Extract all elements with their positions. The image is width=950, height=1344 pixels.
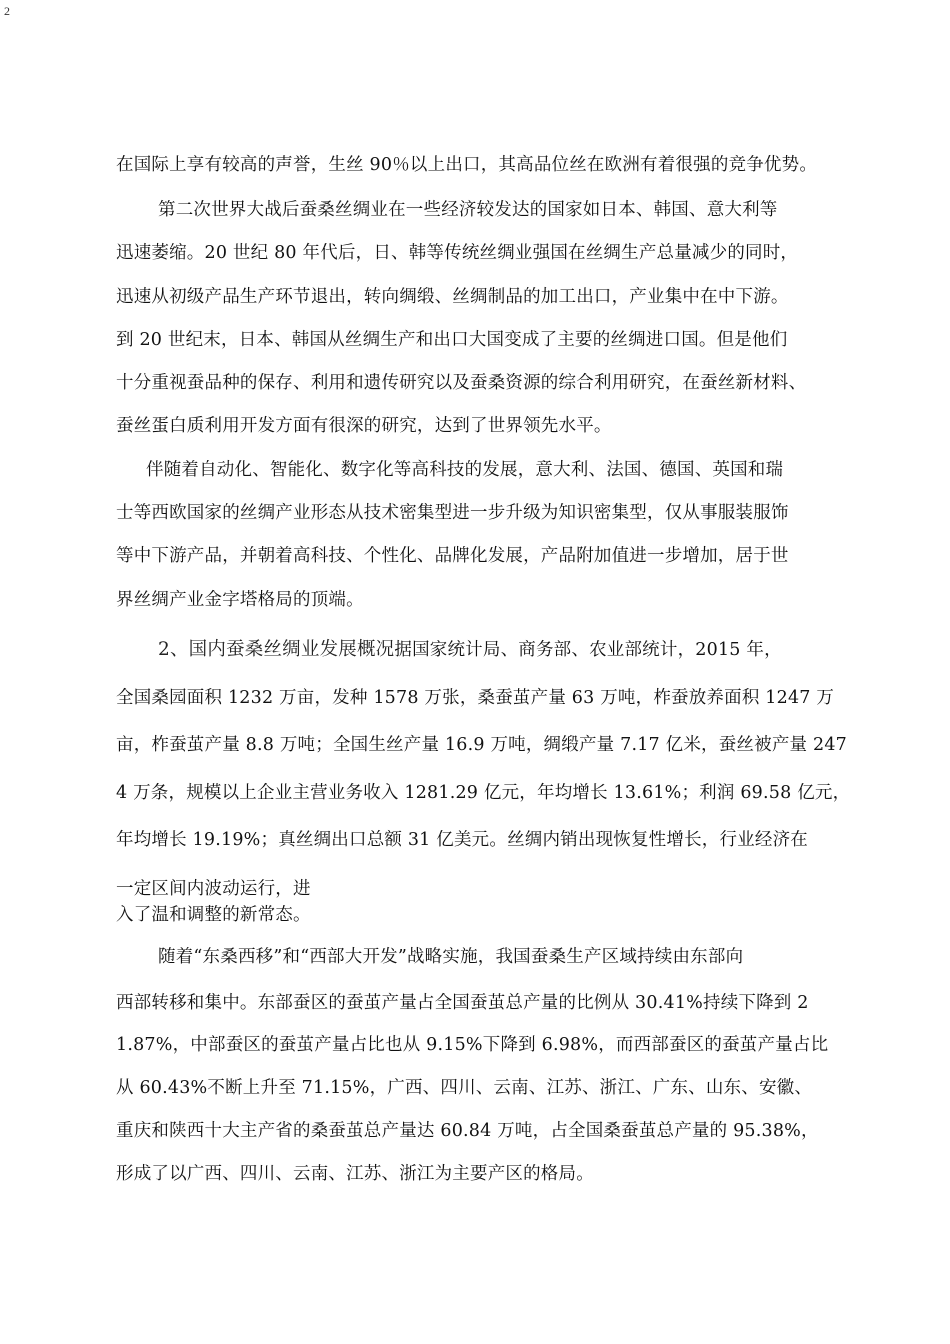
paragraph-line: 士等西欧国家的丝绸产业形态从技术密集型进一步升级为知识密集型，仅从事服装服饰 [116,503,789,523]
section-heading-line [158,638,782,662]
paragraph-line: 界丝绸产业金字塔格局的顶端。 [116,590,364,610]
paragraph-line: 西部转移和集中。东部蚕区的蚕茧产量占全国蚕茧总产量的比例从 30.41%持续下降到 2 [116,993,809,1013]
paragraph-text: 据国家统计局、商务部、农业部统计，2015 年， [394,640,782,660]
paragraph-line: 4 万条，规模以上企业主营业务收入 1281.29 亿元，年均增长 13.61%；利润 69.58 亿元， [116,783,851,803]
paragraph-line: 形成了以广西、四川、云南、江苏、浙江为主要产区的格局。 [116,1164,594,1184]
page-number: 2 [4,4,10,18]
paragraph-line: 全国桑园面积 1232 万亩，发种 1578 万张，桑蚕茧产量 63 万吨，柞蚕放养面积 1247 万 [116,688,835,708]
paragraph-line: 随着“东桑西移”和“西部大开发”战略实施，我国蚕桑生产区域持续由东部向 [158,947,744,967]
paragraph-line: 伴随着自动化、智能化、数字化等高科技的发展，意大利、法国、德国、英国和瑞 [146,460,784,480]
paragraph-line: 1.87%，中部蚕区的蚕茧产量占比也从 9.15%下降到 6.98%，而西部蚕区的蚕茧产量占比 [116,1035,829,1055]
paragraph-line: 到 20 世纪末，日本、韩国从丝绸生产和出口大国变成了主要的丝绸进口国。但是他们 [116,330,788,350]
paragraph-line: 重庆和陕西十大主产省的桑蚕茧总产量达 60.84 万吨，占全国桑蚕茧总产量的 95.38%， [116,1121,819,1141]
paragraph-line: 迅速萎缩。20 世纪 80 年代后，日、韩等传统丝绸业强国在丝绸生产总量减少的同时， [116,243,799,263]
paragraph-line: 等中下游产品，并朝着高科技、个性化、品牌化发展，产品附加值进一步增加，居于世 [116,546,789,566]
paragraph-line: 年均增长 19.19%；真丝绸出口总额 31 亿美元。丝绸内销出现恢复性增长，行业经济在 [116,830,808,850]
paragraph-line: 在国际上享有较高的声誉，生丝 90％以上出口，其高品位丝在欧洲有着很强的竞争优势。 [116,155,818,175]
paragraph-line: 从 60.43%不断上升至 71.15%，广西、四川、云南、江苏、浙江、广东、山东、安徽、 [116,1078,813,1098]
paragraph-line: 亩，柞蚕茧产量 8.8 万吨；全国生丝产量 16.9 万吨，绸缎产量 7.17 亿米，蚕丝被产量 247 [116,735,847,755]
paragraph-line: 蚕丝蛋白质利用开发方面有很深的研究，达到了世界领先水平。 [116,416,612,436]
paragraph-line: 迅速从初级产品生产环节退出，转向绸缎、丝绸制品的加工出口，产业集中在中下游。 [116,287,789,307]
paragraph-line: 第二次世界大战后蚕桑丝绸业在一些经济较发达的国家如日本、韩国、意大利等 [158,200,778,220]
paragraph-line: 入了温和调整的新常态。 [116,905,311,925]
paragraph-line: 一定区间内波动运行，进 [116,879,311,899]
paragraph-line: 十分重视蚕品种的保存、利用和遗传研究以及蚕桑资源的综合利用研究，在蚕丝新材料、 [116,373,807,393]
section-heading: 2、国内蚕桑丝绸业发展概况 [158,639,395,660]
